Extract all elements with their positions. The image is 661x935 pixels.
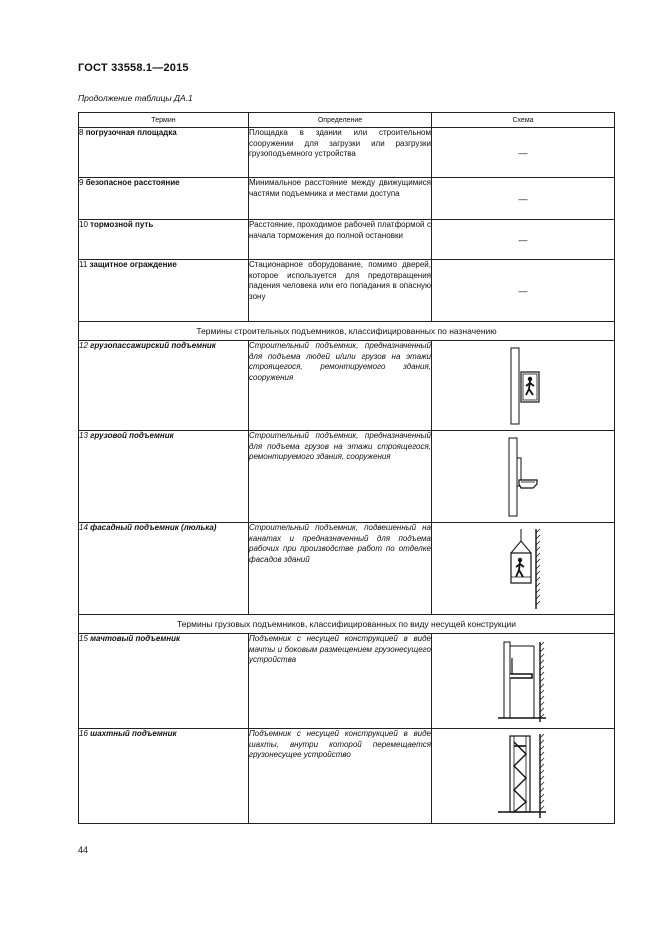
shaft-hoist-diagram	[488, 732, 558, 820]
definition-cell: Строительный подъемник, подвешенный на канатах и предназначенный для подъема рабочих при производстве работ по отделке фасадов зданий	[249, 523, 432, 615]
definition-cell: Строительный подъемник, предназначенный для подъема грузов на этажи строящегося, ремонтируемого здания, сооружения	[249, 431, 432, 523]
schema-cell	[432, 431, 615, 523]
term-number: 13	[79, 431, 88, 440]
column-header-term: Термин	[79, 113, 249, 128]
schema-cell: —	[432, 220, 615, 260]
table-row	[79, 729, 615, 824]
definition-cell: Расстояние, проходимое рабочей платформой с начала торможения до полной остановки	[249, 220, 432, 260]
definition-cell: Площадка в здании или строительном сооружении для загрузки или разгрузки грузоподъемного устройства	[249, 128, 432, 178]
document-header: ГОСТ 33558.1—2015	[78, 62, 189, 74]
term-cell	[79, 634, 249, 729]
term-number: 8	[79, 128, 84, 137]
definition-cell: Строительный подъемник, предназначенный для подъема людей и/или грузов на этажи строящегося, ремонтируемого здания, сооружения	[249, 341, 432, 431]
term-number: 9	[79, 178, 84, 187]
passenger-hoist-diagram	[493, 346, 553, 426]
term-name: грузовой подъемник	[90, 431, 174, 440]
term-cell	[79, 523, 249, 615]
term-cell	[79, 341, 249, 431]
terms-table	[78, 112, 615, 824]
mast-hoist-diagram	[488, 638, 558, 724]
table-header-row	[79, 113, 615, 128]
definition-cell: Стационарное оборудование, помимо дверей, которое используется для предотвращения падения человека или его попадания в опасную зону	[249, 260, 432, 322]
term-name: грузопассажирский подъемник	[90, 341, 216, 350]
term-name: мачтовый подъемник	[90, 634, 181, 643]
table-row	[79, 634, 615, 729]
schema-cell	[432, 341, 615, 431]
table-row	[79, 341, 615, 431]
table-row	[79, 178, 615, 220]
table-row	[79, 128, 615, 178]
cargo-hoist-diagram	[493, 436, 553, 518]
table-row	[79, 431, 615, 523]
term-name: безопасное расстояние	[85, 178, 180, 187]
column-header-schema: Схема	[432, 113, 615, 128]
schema-cell: —	[432, 128, 615, 178]
term-cell	[79, 220, 249, 260]
term-cell	[79, 431, 249, 523]
definition-cell: Подъемник с несущей конструкцией в виде шахты, внутри которой перемещается грузонесущее устройство	[249, 729, 432, 824]
schema-cell	[432, 523, 615, 615]
facade-cradle-diagram	[493, 527, 553, 611]
term-cell	[79, 260, 249, 322]
term-number: 12	[79, 341, 88, 350]
section-title: Термины строительных подъемников, классифицированных по назначению	[79, 322, 615, 341]
section-title: Термины грузовых подъемников, классифицированных по виду несущей конструкции	[79, 615, 615, 634]
section-row	[79, 615, 615, 634]
term-cell	[79, 178, 249, 220]
column-header-definition: Определение	[249, 113, 432, 128]
schema-cell	[432, 729, 615, 824]
term-cell	[79, 729, 249, 824]
section-row	[79, 322, 615, 341]
table-row	[79, 220, 615, 260]
table-row	[79, 523, 615, 615]
table-row	[79, 260, 615, 322]
definition-cell: Минимальное расстояние между движущимися частями подъемника и местами доступа	[249, 178, 432, 220]
term-number: 16	[79, 729, 88, 738]
term-number: 10	[79, 220, 88, 229]
table-continuation-caption: Продолжение таблицы ДА.1	[78, 93, 193, 103]
schema-cell	[432, 634, 615, 729]
page-number: 44	[78, 845, 89, 855]
schema-cell: —	[432, 260, 615, 322]
term-name: шахтный подъемник	[90, 729, 177, 738]
term-cell	[79, 128, 249, 178]
term-name: фасадный подъемник (люлька)	[90, 523, 217, 532]
term-name: погрузочная площадка	[85, 128, 177, 137]
term-name: защитное ограждение	[89, 260, 177, 269]
definition-cell: Подъемник с несущей конструкцией в виде мачты и боковым размещением грузонесущего устройства	[249, 634, 432, 729]
term-number: 14	[79, 523, 88, 532]
schema-cell: —	[432, 178, 615, 220]
term-name: тормозной путь	[90, 220, 154, 229]
term-number: 15	[79, 634, 88, 643]
term-number: 11	[79, 260, 88, 269]
